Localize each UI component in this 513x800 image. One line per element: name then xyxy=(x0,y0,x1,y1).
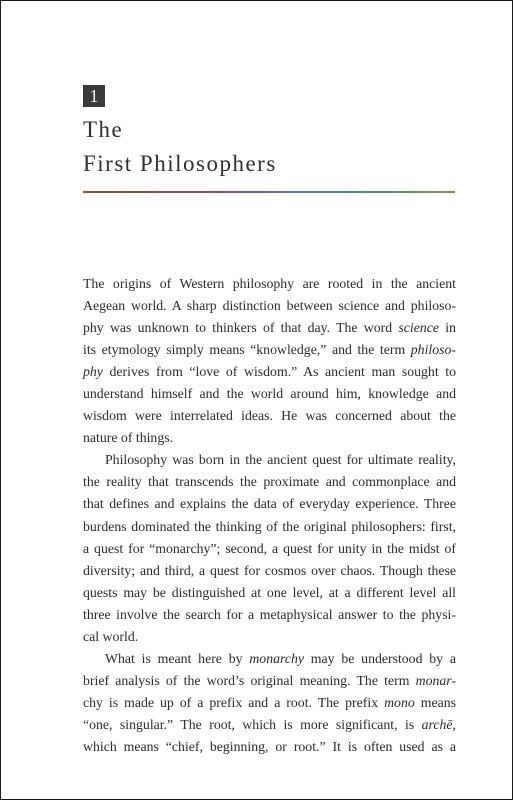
chapter-title-line-1: The xyxy=(83,117,124,142)
paragraph-2 xyxy=(83,449,456,647)
chapter-title xyxy=(83,113,277,181)
text-line: The origins of Western philosophy are rooted in the ancient xyxy=(83,276,456,291)
title-rule xyxy=(83,191,455,193)
chapter-title-line-2: First Philosophers xyxy=(83,151,277,176)
text-line: that defines and explains the data of everyday experience. Three xyxy=(83,496,456,512)
paragraph-1 xyxy=(83,273,456,449)
text-line: diversity; and third, a quest for cosmos over chaos. Though these xyxy=(83,562,456,578)
text-line: burdens dominated the thinking of the original philosophers: first, xyxy=(83,518,456,534)
text-line: which means “chief, beginning, or root.” It is often used as a xyxy=(83,738,456,754)
text-line: Aegean world. A sharp distinction between science and philoso- xyxy=(83,298,456,314)
text-line: brief analysis of the word’s original meaning. The term monar- xyxy=(83,672,456,688)
text-line: cal world. xyxy=(83,628,139,644)
paragraph-3 xyxy=(83,648,456,758)
body-text xyxy=(83,273,456,758)
text-line: a quest for “monarchy”; second, a quest for unity in the midst of xyxy=(83,540,456,556)
text-line: phy was unknown to thinkers of that day. The word science in xyxy=(83,320,456,336)
text-line: Philosophy was born in the ancient quest for ultimate reality, xyxy=(105,452,456,468)
text-line: the reality that transcends the proximate and commonplace and xyxy=(83,474,456,490)
text-line: its etymology simply means “knowledge,” and the term philoso- xyxy=(83,342,456,358)
text-line: wisdom were interrelated ideas. He was concerned about the xyxy=(83,408,456,424)
text-line: quests may be distinguished at one level, at a different level all xyxy=(83,584,456,600)
text-line: phy derives from “love of wisdom.” As ancient man sought to xyxy=(83,364,456,380)
text-line: nature of things. xyxy=(83,430,174,446)
text-line: chy is made up of a prefix and a root. The prefix mono means xyxy=(83,694,457,710)
text-line: understand himself and the world around him, knowledge and xyxy=(83,386,456,402)
text-line: What is meant here by monarchy may be understood by a xyxy=(105,650,456,666)
text-line: “one, singular.” The root, which is more significant, is archē, xyxy=(83,716,456,732)
chapter-number: 1 xyxy=(83,85,105,107)
text-line: three involve the search for a metaphysical answer to the physi- xyxy=(83,606,456,622)
